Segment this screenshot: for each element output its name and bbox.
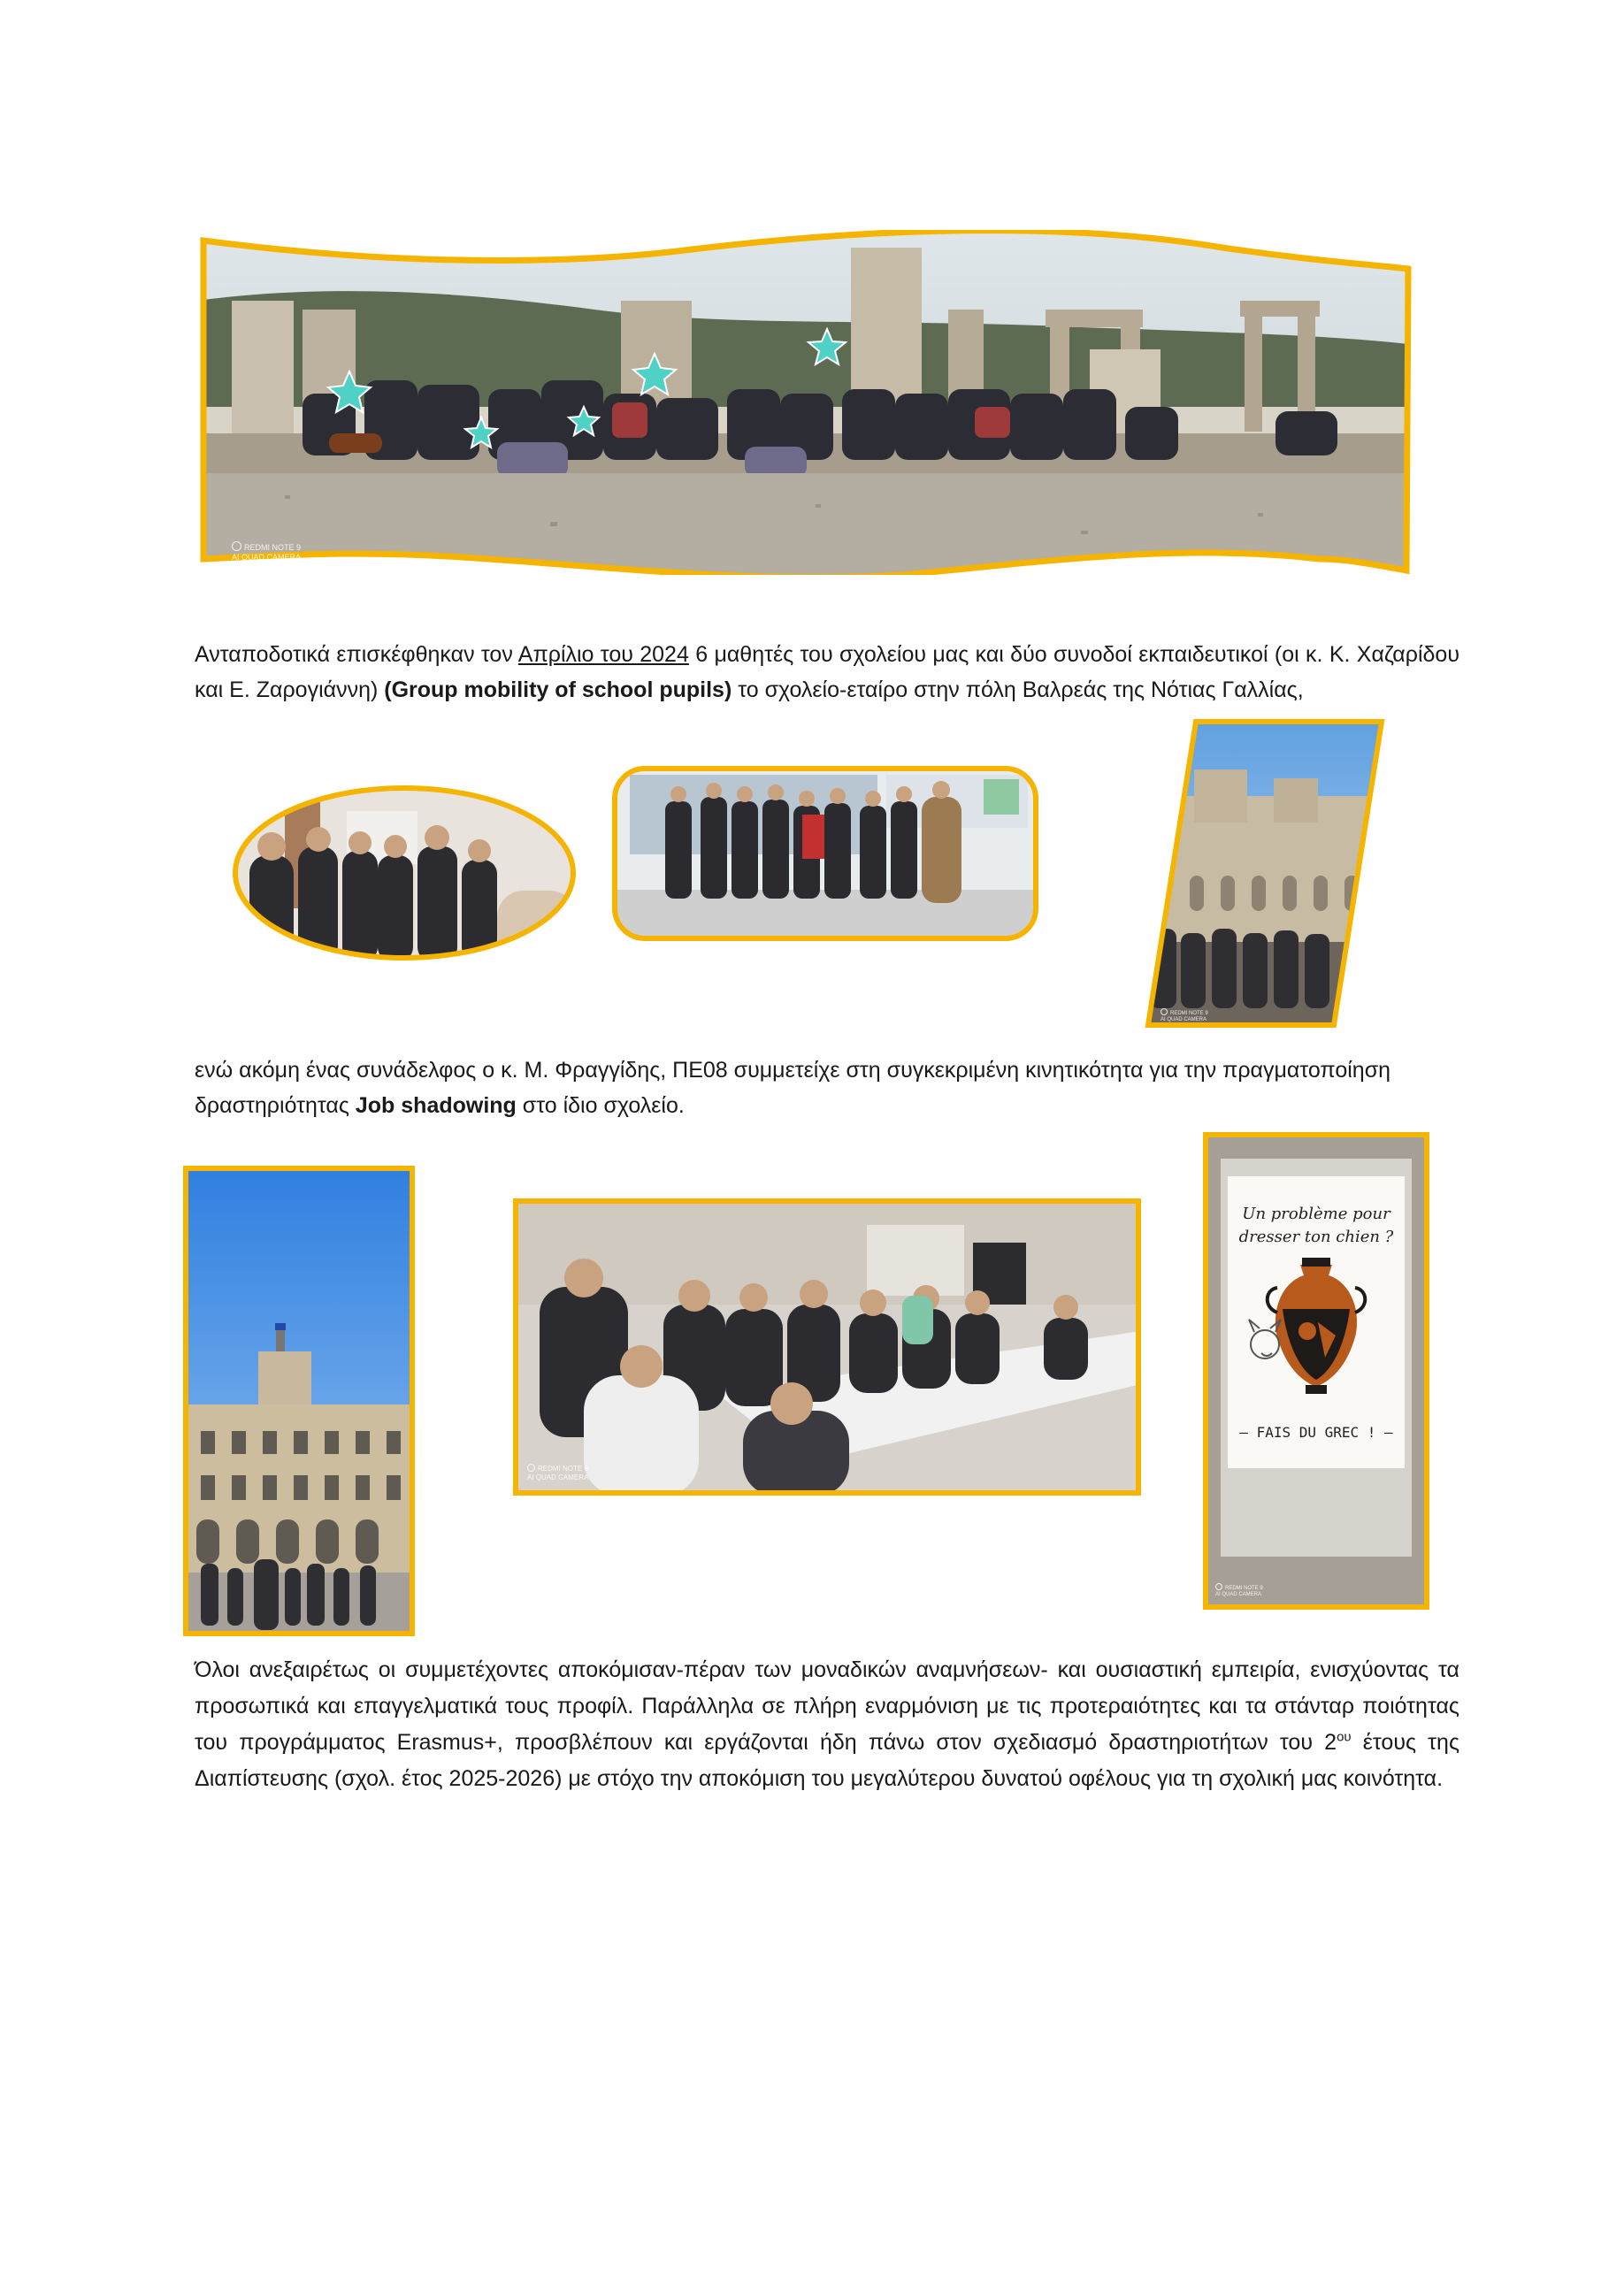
photo-greek-poster xyxy=(1203,1132,1429,1610)
camera-dot-icon xyxy=(1161,1008,1168,1015)
paragraph-april-visit: Ανταποδοτικά επισκέφθηκαν τον Απρίλιο του 2024 6 μαθητές του σχολείου μας και δύο συνοδοί εκπαιδευτικοί (οι κ. Κ. Χαζαρίδου και Ε. Ζαρογιάννη) (Group mobility of school pupils) το σχολείο-εταίρο στην πόλη Βαλρεάς της Νότιας Γαλλίας, xyxy=(195,642,1459,702)
underlined-date: Απρίλιο του 2024 xyxy=(517,642,689,667)
photo-classroom xyxy=(513,1198,1141,1496)
photo-town-hall xyxy=(183,1166,415,1636)
rounded-photo-group xyxy=(612,766,1038,941)
camera-dot-icon xyxy=(232,541,241,551)
poster-line-2: dresser ton chien ? xyxy=(1238,1228,1394,1246)
camera-dot-icon xyxy=(1215,1583,1222,1590)
poster-line-1: Un problème pour xyxy=(1242,1205,1390,1223)
camera-dot-icon xyxy=(527,1464,535,1472)
parallelogram-photo-palace xyxy=(1141,716,1389,1030)
bold-mobility-type: (Group mobility of school pupils) xyxy=(384,677,732,702)
group-photo-ruins xyxy=(196,230,1415,575)
paragraph-job-shadowing: ενώ ακόμη ένας συνάδελφος ο κ. Μ. Φραγγίδης, ΠΕ08 συμμετείχε στη συγκεκριμένη κινητικότητα για την πραγματοποίηση δραστηριότητας Job shadowing στο ίδιο σχολείο. xyxy=(195,1058,1391,1118)
camera-watermark: REDMI NOTE 9 AI QUAD CAMERA xyxy=(1161,1008,1208,1023)
poster-footer: – FAIS DU GREC ! – xyxy=(1239,1424,1393,1441)
camera-watermark: REDMI NOTE 9 AI QUAD CAMERA xyxy=(232,543,302,562)
oval-photo-students xyxy=(232,784,577,961)
camera-watermark: REDMI NOTE 9 AI QUAD CAMERA xyxy=(1215,1583,1263,1598)
paragraph-outcomes: Όλοι ανεξαιρέτως οι συμμετέχοντες αποκόμισαν-πέραν των μοναδικών αναμνήσεων- και ουσιαστική εμπειρία, ενισχύοντας τα προσωπικά και επαγγελματικά τους προφίλ. Παράλληλα σε πλήρη εναρμόνιση με τις προτεραιότητες και τα στάνταρ ποιότητας του προγράμματος Erasmus+, προσβλέπουν και εργάζονται ήδη πάνω στον σχεδιασμό δραστηριοτήτων του $2^{o\upsilon}$ έτους της Διαπίστευσης (σχολ. έτος 2025-2026) με στόχο την αποκόμιση του μεγαλύτερου δυνατού οφέλους για τη σχολική μας κοινότητα. xyxy=(195,1657,1460,1791)
camera-watermark: REDMI NOTE 9 AI QUAD CAMERA xyxy=(527,1465,589,1481)
superscript-ordinal: ου xyxy=(1337,1729,1352,1745)
bold-job-shadowing: Job shadowing xyxy=(355,1093,517,1118)
